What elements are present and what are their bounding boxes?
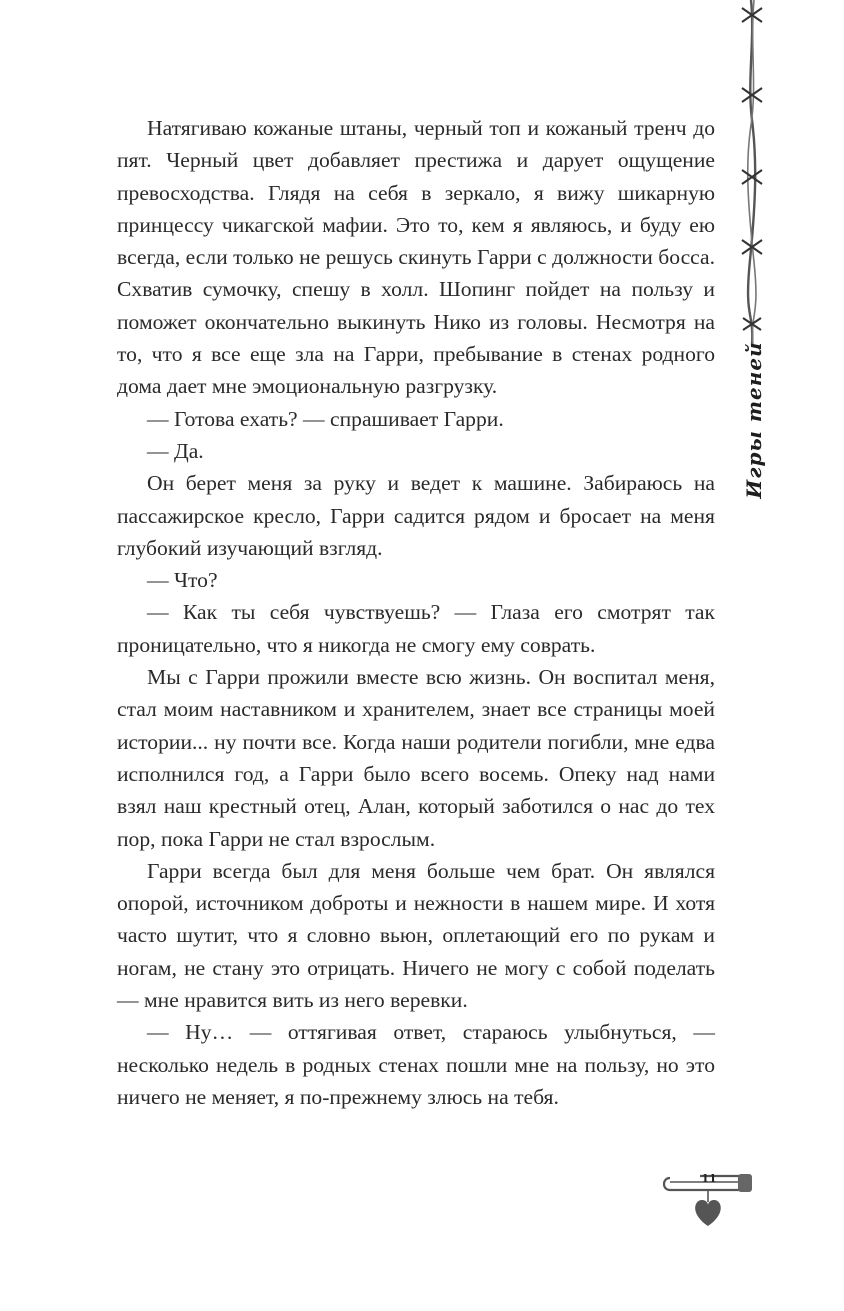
paragraph: Натягиваю кожаные штаны, черный топ и кожаный тренч до пят. Черный цвет добавляет престижа и дарует ощущение превосходства. Глядя на себя в зеркало, я вижу шикарную принцессу чикагской мафии. Это то, кем я являюсь, и буду ею всегда, если только не решусь скинуть Гарри с должности босса. Схватив сумочку, спешу в холл. Шопинг пойдет на пользу и поможет окончательно выкинуть Нико из головы. Несмотря на то, что я все еще зла на Гарри, пребывание в стенах родного дома дает мне эмоциональную разгрузку. <box>117 116 715 399</box>
paragraph: Он берет меня за руку и ведет к машине. Забираюсь на пассажирское кресло, Гарри садится рядом и бросает на меня глубокий изучающий взгляд. <box>117 471 715 560</box>
page-number: 11 <box>701 1172 717 1185</box>
paragraph: Гарри всегда был для меня больше чем брат. Он являлся опорой, источником доброты и нежности в нашем мире. И хотя часто шутит, что я словно вьюн, оплетающий его по рукам и ногам, не стану это отрицать. Ничего не могу с собой поделать — мне нравится вить из него веревки. <box>117 858 715 1013</box>
barbed-wire-ornament <box>732 0 772 345</box>
paragraph: — Ну… — оттягивая ответ, стараюсь улыбнуться, — несколько недель в родных стенах пошли мне на пользу, но это ничего не меняет, я по-прежнему злюсь на тебя. <box>117 1020 715 1109</box>
paragraph: — Что? <box>147 568 218 593</box>
paragraph: — Готова ехать? — спрашивает Гарри. <box>147 406 504 431</box>
body-text <box>117 112 715 1113</box>
paragraph: Мы с Гарри прожили вместе всю жизнь. Он воспитал меня, стал моим наставником и хранителем, знает все страницы моей истории... ну почти все. Когда наши родители погибли, мне едва исполнился год, а Гарри было всего восемь. Опеку над нами взял наш крестный отец, Алан, который заботился о нас до тех пор, пока Гарри не стал взрослым. <box>117 665 715 851</box>
safety-pin-heart-icon <box>660 1160 754 1228</box>
paragraph: — Как ты себя чувствуешь? — Глаза его смотрят так проницательно, что я никогда не смогу ему соврать. <box>117 600 715 657</box>
running-title: Игры теней <box>742 341 766 499</box>
paragraph: — Да. <box>147 438 204 463</box>
